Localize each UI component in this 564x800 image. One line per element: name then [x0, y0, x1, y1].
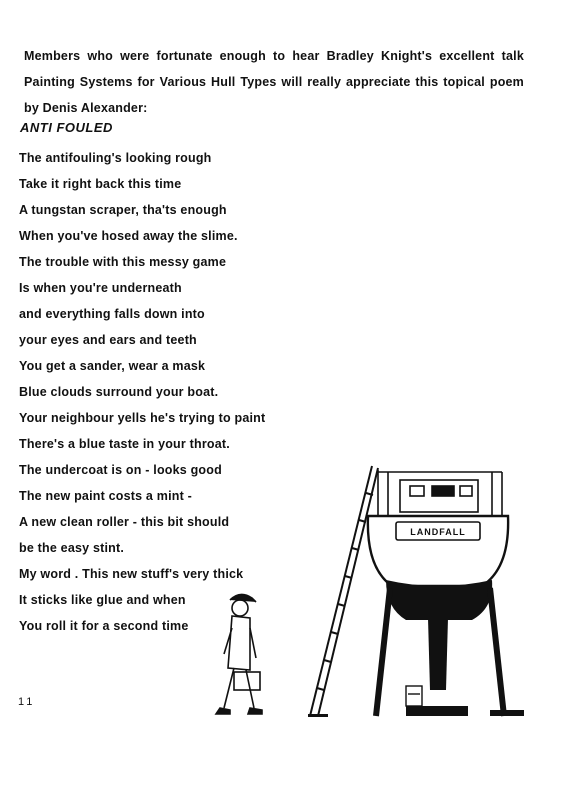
painter-figure — [216, 594, 262, 714]
poem-line: be the easy stint. — [19, 541, 125, 555]
poem-line: A tungstan scraper, tha'ts enough — [19, 203, 227, 217]
poem-line: When you've hosed away the slime. — [19, 229, 238, 243]
poem-line: Is when you're underneath — [19, 281, 182, 295]
poem-line: and everything falls down into — [19, 307, 205, 321]
poem-line: A new clean roller - this bit should — [19, 515, 230, 529]
antifouled-lower-hull — [386, 580, 492, 620]
poem-line: You get a sander, wear a mask — [19, 359, 206, 373]
poem-line: The undercoat is on - looks good — [19, 463, 222, 477]
intro-paragraph: Members who were fortunate enough to hear Bradley Knight's excellent talk Painting Systems for Various Hull Types will really appreciate this topical poem by Denis Alexander: — [24, 49, 524, 115]
poem-line: It sticks like glue and when — [19, 593, 186, 607]
poem-line: Blue clouds surround your boat. — [19, 385, 219, 399]
boat-cartoon-illustration — [210, 458, 560, 720]
poem-line: The antifouling's looking rough — [19, 151, 212, 165]
poem-line: Your neighbour yells he's trying to paint — [19, 411, 266, 425]
poem-line: My word . This new stuff's very thick — [19, 567, 244, 581]
poem-line: The trouble with this messy game — [19, 255, 227, 269]
poem-line: You roll it for a second time — [19, 619, 189, 633]
boat-deck — [378, 470, 502, 516]
ladder — [310, 466, 378, 716]
paint-tin-icon — [406, 686, 422, 706]
boat-keel — [428, 618, 448, 690]
poem-title: ANTI FOULED — [20, 120, 113, 135]
poem-line: There's a blue taste in your throat. — [19, 437, 230, 451]
poem-line: your eyes and ears and teeth — [19, 333, 197, 347]
page-number: 11 — [18, 696, 36, 708]
poem-line: Take it right back this time — [19, 177, 182, 191]
ground-blocks — [308, 706, 524, 717]
poem-line: The new paint costs a mint - — [19, 489, 192, 503]
boat-name: LANDFALL — [410, 527, 466, 537]
